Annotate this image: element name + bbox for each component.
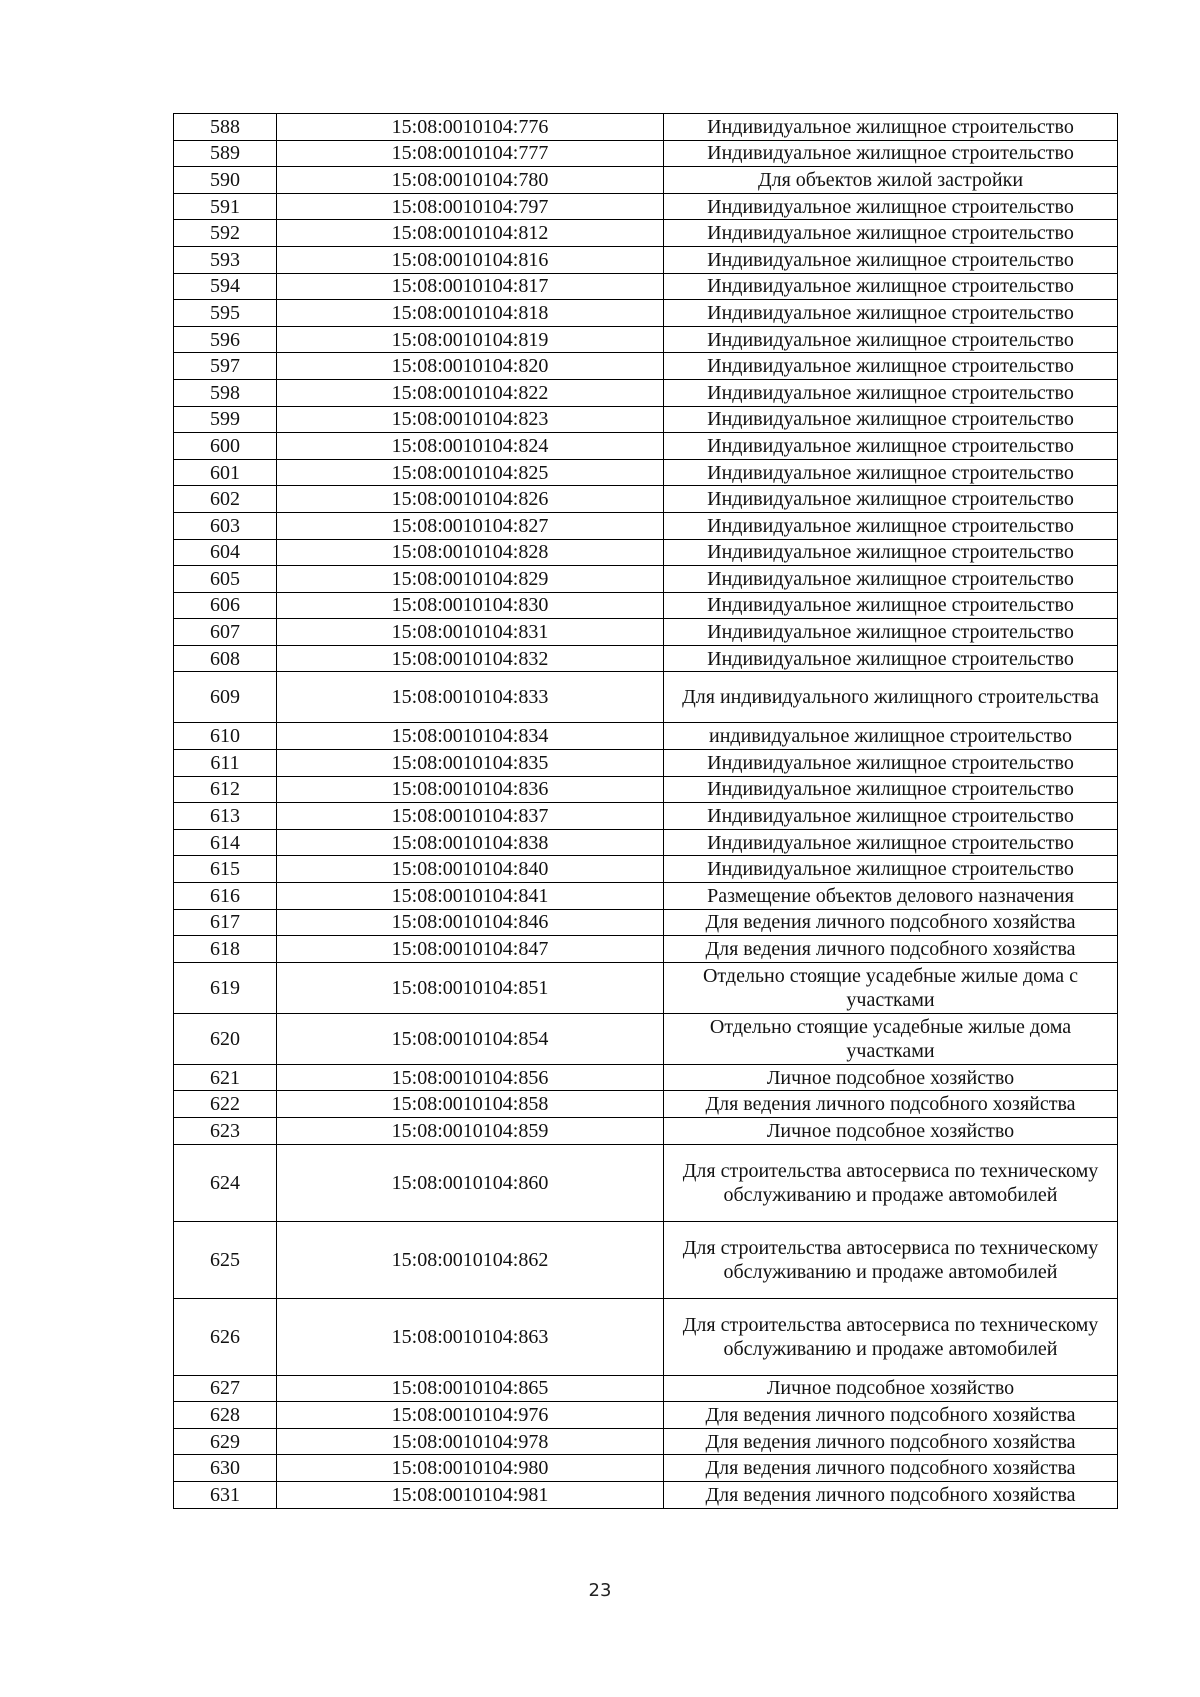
permitted-use-cell: Личное подсобное хозяйство <box>664 1064 1118 1091</box>
cadastral-number-cell: 15:08:0010104:827 <box>277 512 664 539</box>
table-row <box>174 512 1118 539</box>
cadastral-number-cell: 15:08:0010104:978 <box>277 1428 664 1455</box>
table-row <box>174 1091 1118 1118</box>
table-row <box>174 936 1118 963</box>
table-row <box>174 776 1118 803</box>
row-number-cell: 603 <box>174 512 277 539</box>
row-number-cell: 591 <box>174 193 277 220</box>
row-number-cell: 601 <box>174 459 277 486</box>
permitted-use-cell: Индивидуальное жилищное строительство <box>664 750 1118 777</box>
permitted-use-cell: Индивидуальное жилищное строительство <box>664 220 1118 247</box>
cadastral-number-cell: 15:08:0010104:780 <box>277 167 664 194</box>
permitted-use-cell: Индивидуальное жилищное строительство <box>664 353 1118 380</box>
cadastral-number-cell: 15:08:0010104:830 <box>277 592 664 619</box>
cadastral-number-cell: 15:08:0010104:865 <box>277 1375 664 1402</box>
cadastral-number-cell: 15:08:0010104:822 <box>277 379 664 406</box>
permitted-use-cell: Индивидуальное жилищное строительство <box>664 114 1118 141</box>
row-number-cell: 628 <box>174 1402 277 1429</box>
table-row <box>174 193 1118 220</box>
cadastral-number-cell: 15:08:0010104:831 <box>277 619 664 646</box>
permitted-use-cell: Индивидуальное жилищное строительство <box>664 433 1118 460</box>
cadastral-number-cell: 15:08:0010104:797 <box>277 193 664 220</box>
permitted-use-cell: Индивидуальное жилищное строительство <box>664 619 1118 646</box>
permitted-use-cell: Размещение объектов делового назначения <box>664 883 1118 910</box>
permitted-use-cell: Личное подсобное хозяйство <box>664 1375 1118 1402</box>
table-row <box>174 1402 1118 1429</box>
permitted-use-cell: Для строительства автосервиса по техническому обслуживанию и продаже автомобилей <box>664 1144 1118 1221</box>
cadastral-number-cell: 15:08:0010104:824 <box>277 433 664 460</box>
table-row <box>174 672 1118 723</box>
permitted-use-cell: Индивидуальное жилищное строительство <box>664 140 1118 167</box>
row-number-cell: 612 <box>174 776 277 803</box>
table-row <box>174 220 1118 247</box>
cadastral-number-cell: 15:08:0010104:847 <box>277 936 664 963</box>
cadastral-number-cell: 15:08:0010104:819 <box>277 326 664 353</box>
row-number-cell: 618 <box>174 936 277 963</box>
row-number-cell: 599 <box>174 406 277 433</box>
table-row <box>174 566 1118 593</box>
permitted-use-cell: Индивидуальное жилищное строительство <box>664 829 1118 856</box>
table-row <box>174 300 1118 327</box>
row-number-cell: 588 <box>174 114 277 141</box>
cadastral-number-cell: 15:08:0010104:862 <box>277 1221 664 1298</box>
cadastral-number-cell: 15:08:0010104:838 <box>277 829 664 856</box>
cadastral-number-cell: 15:08:0010104:816 <box>277 246 664 273</box>
permitted-use-cell: Индивидуальное жилищное строительство <box>664 803 1118 830</box>
table-row <box>174 1118 1118 1145</box>
table-row <box>174 1375 1118 1402</box>
table-row <box>174 856 1118 883</box>
cadastral-number-cell: 15:08:0010104:841 <box>277 883 664 910</box>
table-row <box>174 273 1118 300</box>
cadastral-number-cell: 15:08:0010104:836 <box>277 776 664 803</box>
table-row <box>174 379 1118 406</box>
row-number-cell: 590 <box>174 167 277 194</box>
table-row <box>174 1144 1118 1221</box>
permitted-use-cell: Индивидуальное жилищное строительство <box>664 566 1118 593</box>
cadastral-number-cell: 15:08:0010104:860 <box>277 1144 664 1221</box>
table-row <box>174 433 1118 460</box>
permitted-use-cell: индивидуальное жилищное строительство <box>664 723 1118 750</box>
permitted-use-cell: Индивидуальное жилищное строительство <box>664 193 1118 220</box>
row-number-cell: 593 <box>174 246 277 273</box>
table-row <box>174 326 1118 353</box>
cadastral-number-cell: 15:08:0010104:777 <box>277 140 664 167</box>
cadastral-number-cell: 15:08:0010104:834 <box>277 723 664 750</box>
table-row <box>174 406 1118 433</box>
cadastral-number-cell: 15:08:0010104:854 <box>277 1013 664 1064</box>
table-row <box>174 1064 1118 1091</box>
table-row <box>174 883 1118 910</box>
permitted-use-cell: Для ведения личного подсобного хозяйства <box>664 909 1118 936</box>
table-row <box>174 723 1118 750</box>
cadastral-number-cell: 15:08:0010104:823 <box>277 406 664 433</box>
permitted-use-cell: Индивидуальное жилищное строительство <box>664 273 1118 300</box>
row-number-cell: 617 <box>174 909 277 936</box>
permitted-use-cell: Для ведения личного подсобного хозяйства <box>664 1481 1118 1508</box>
cadastral-number-cell: 15:08:0010104:981 <box>277 1481 664 1508</box>
page-number: 23 <box>588 1580 612 1601</box>
table-row <box>174 1455 1118 1482</box>
table-row <box>174 1298 1118 1375</box>
row-number-cell: 605 <box>174 566 277 593</box>
table-row <box>174 353 1118 380</box>
permitted-use-cell: Индивидуальное жилищное строительство <box>664 379 1118 406</box>
row-number-cell: 623 <box>174 1118 277 1145</box>
row-number-cell: 607 <box>174 619 277 646</box>
table-row <box>174 592 1118 619</box>
permitted-use-cell: Индивидуальное жилищное строительство <box>664 856 1118 883</box>
cadastral-number-cell: 15:08:0010104:858 <box>277 1091 664 1118</box>
permitted-use-cell: Индивидуальное жилищное строительство <box>664 539 1118 566</box>
cadastral-number-cell: 15:08:0010104:863 <box>277 1298 664 1375</box>
permitted-use-cell: Индивидуальное жилищное строительство <box>664 486 1118 513</box>
cadastral-number-cell: 15:08:0010104:828 <box>277 539 664 566</box>
cadastral-number-cell: 15:08:0010104:835 <box>277 750 664 777</box>
table-row <box>174 167 1118 194</box>
table-row <box>174 114 1118 141</box>
row-number-cell: 611 <box>174 750 277 777</box>
cadastral-number-cell: 15:08:0010104:812 <box>277 220 664 247</box>
table-row <box>174 140 1118 167</box>
permitted-use-cell: Для ведения личного подсобного хозяйства <box>664 1091 1118 1118</box>
table-row <box>174 803 1118 830</box>
permitted-use-cell: Личное подсобное хозяйство <box>664 1118 1118 1145</box>
land-plots-table <box>173 113 1118 1509</box>
row-number-cell: 606 <box>174 592 277 619</box>
permitted-use-cell: Для ведения личного подсобного хозяйства <box>664 1428 1118 1455</box>
table-row <box>174 619 1118 646</box>
row-number-cell: 604 <box>174 539 277 566</box>
table-row <box>174 246 1118 273</box>
cadastral-number-cell: 15:08:0010104:846 <box>277 909 664 936</box>
row-number-cell: 631 <box>174 1481 277 1508</box>
row-number-cell: 630 <box>174 1455 277 1482</box>
row-number-cell: 602 <box>174 486 277 513</box>
table-row <box>174 909 1118 936</box>
table-row <box>174 539 1118 566</box>
table-row <box>174 1428 1118 1455</box>
permitted-use-cell: Индивидуальное жилищное строительство <box>664 326 1118 353</box>
permitted-use-cell: Отдельно стоящие усадебные жилые дома участками <box>664 1013 1118 1064</box>
row-number-cell: 624 <box>174 1144 277 1221</box>
row-number-cell: 597 <box>174 353 277 380</box>
table-row <box>174 750 1118 777</box>
row-number-cell: 621 <box>174 1064 277 1091</box>
row-number-cell: 595 <box>174 300 277 327</box>
row-number-cell: 600 <box>174 433 277 460</box>
permitted-use-cell: Индивидуальное жилищное строительство <box>664 459 1118 486</box>
cadastral-number-cell: 15:08:0010104:980 <box>277 1455 664 1482</box>
permitted-use-cell: Для ведения личного подсобного хозяйства <box>664 936 1118 963</box>
permitted-use-cell: Индивидуальное жилищное строительство <box>664 406 1118 433</box>
row-number-cell: 589 <box>174 140 277 167</box>
row-number-cell: 596 <box>174 326 277 353</box>
permitted-use-cell: Для индивидуального жилищного строительства <box>664 672 1118 723</box>
row-number-cell: 614 <box>174 829 277 856</box>
row-number-cell: 594 <box>174 273 277 300</box>
table-row <box>174 829 1118 856</box>
row-number-cell: 616 <box>174 883 277 910</box>
table-row <box>174 486 1118 513</box>
permitted-use-cell: Индивидуальное жилищное строительство <box>664 512 1118 539</box>
row-number-cell: 615 <box>174 856 277 883</box>
cadastral-number-cell: 15:08:0010104:840 <box>277 856 664 883</box>
row-number-cell: 610 <box>174 723 277 750</box>
permitted-use-cell: Для строительства автосервиса по техническому обслуживанию и продаже автомобилей <box>664 1221 1118 1298</box>
cadastral-number-cell: 15:08:0010104:832 <box>277 645 664 672</box>
table-body <box>174 114 1118 1509</box>
permitted-use-cell: Для ведения личного подсобного хозяйства <box>664 1402 1118 1429</box>
permitted-use-cell: Для строительства автосервиса по техническому обслуживанию и продаже автомобилей <box>664 1298 1118 1375</box>
permitted-use-cell: Индивидуальное жилищное строительство <box>664 592 1118 619</box>
permitted-use-cell: Индивидуальное жилищное строительство <box>664 645 1118 672</box>
cadastral-number-cell: 15:08:0010104:825 <box>277 459 664 486</box>
land-plots-table-container <box>173 113 1117 1509</box>
row-number-cell: 627 <box>174 1375 277 1402</box>
row-number-cell: 592 <box>174 220 277 247</box>
row-number-cell: 598 <box>174 379 277 406</box>
cadastral-number-cell: 15:08:0010104:856 <box>277 1064 664 1091</box>
table-row <box>174 1481 1118 1508</box>
table-row <box>174 459 1118 486</box>
cadastral-number-cell: 15:08:0010104:826 <box>277 486 664 513</box>
row-number-cell: 622 <box>174 1091 277 1118</box>
cadastral-number-cell: 15:08:0010104:833 <box>277 672 664 723</box>
cadastral-number-cell: 15:08:0010104:859 <box>277 1118 664 1145</box>
permitted-use-cell: Индивидуальное жилищное строительство <box>664 776 1118 803</box>
row-number-cell: 626 <box>174 1298 277 1375</box>
table-row <box>174 1221 1118 1298</box>
permitted-use-cell: Для ведения личного подсобного хозяйства <box>664 1455 1118 1482</box>
table-row <box>174 1013 1118 1064</box>
row-number-cell: 620 <box>174 1013 277 1064</box>
permitted-use-cell: Индивидуальное жилищное строительство <box>664 300 1118 327</box>
row-number-cell: 608 <box>174 645 277 672</box>
cadastral-number-cell: 15:08:0010104:837 <box>277 803 664 830</box>
cadastral-number-cell: 15:08:0010104:976 <box>277 1402 664 1429</box>
permitted-use-cell: Для объектов жилой застройки <box>664 167 1118 194</box>
table-row <box>174 645 1118 672</box>
cadastral-number-cell: 15:08:0010104:820 <box>277 353 664 380</box>
permitted-use-cell: Отдельно стоящие усадебные жилые дома с участками <box>664 962 1118 1013</box>
row-number-cell: 619 <box>174 962 277 1013</box>
row-number-cell: 609 <box>174 672 277 723</box>
permitted-use-cell: Индивидуальное жилищное строительство <box>664 246 1118 273</box>
cadastral-number-cell: 15:08:0010104:817 <box>277 273 664 300</box>
row-number-cell: 625 <box>174 1221 277 1298</box>
cadastral-number-cell: 15:08:0010104:818 <box>277 300 664 327</box>
cadastral-number-cell: 15:08:0010104:829 <box>277 566 664 593</box>
row-number-cell: 629 <box>174 1428 277 1455</box>
cadastral-number-cell: 15:08:0010104:776 <box>277 114 664 141</box>
cadastral-number-cell: 15:08:0010104:851 <box>277 962 664 1013</box>
table-row <box>174 962 1118 1013</box>
row-number-cell: 613 <box>174 803 277 830</box>
